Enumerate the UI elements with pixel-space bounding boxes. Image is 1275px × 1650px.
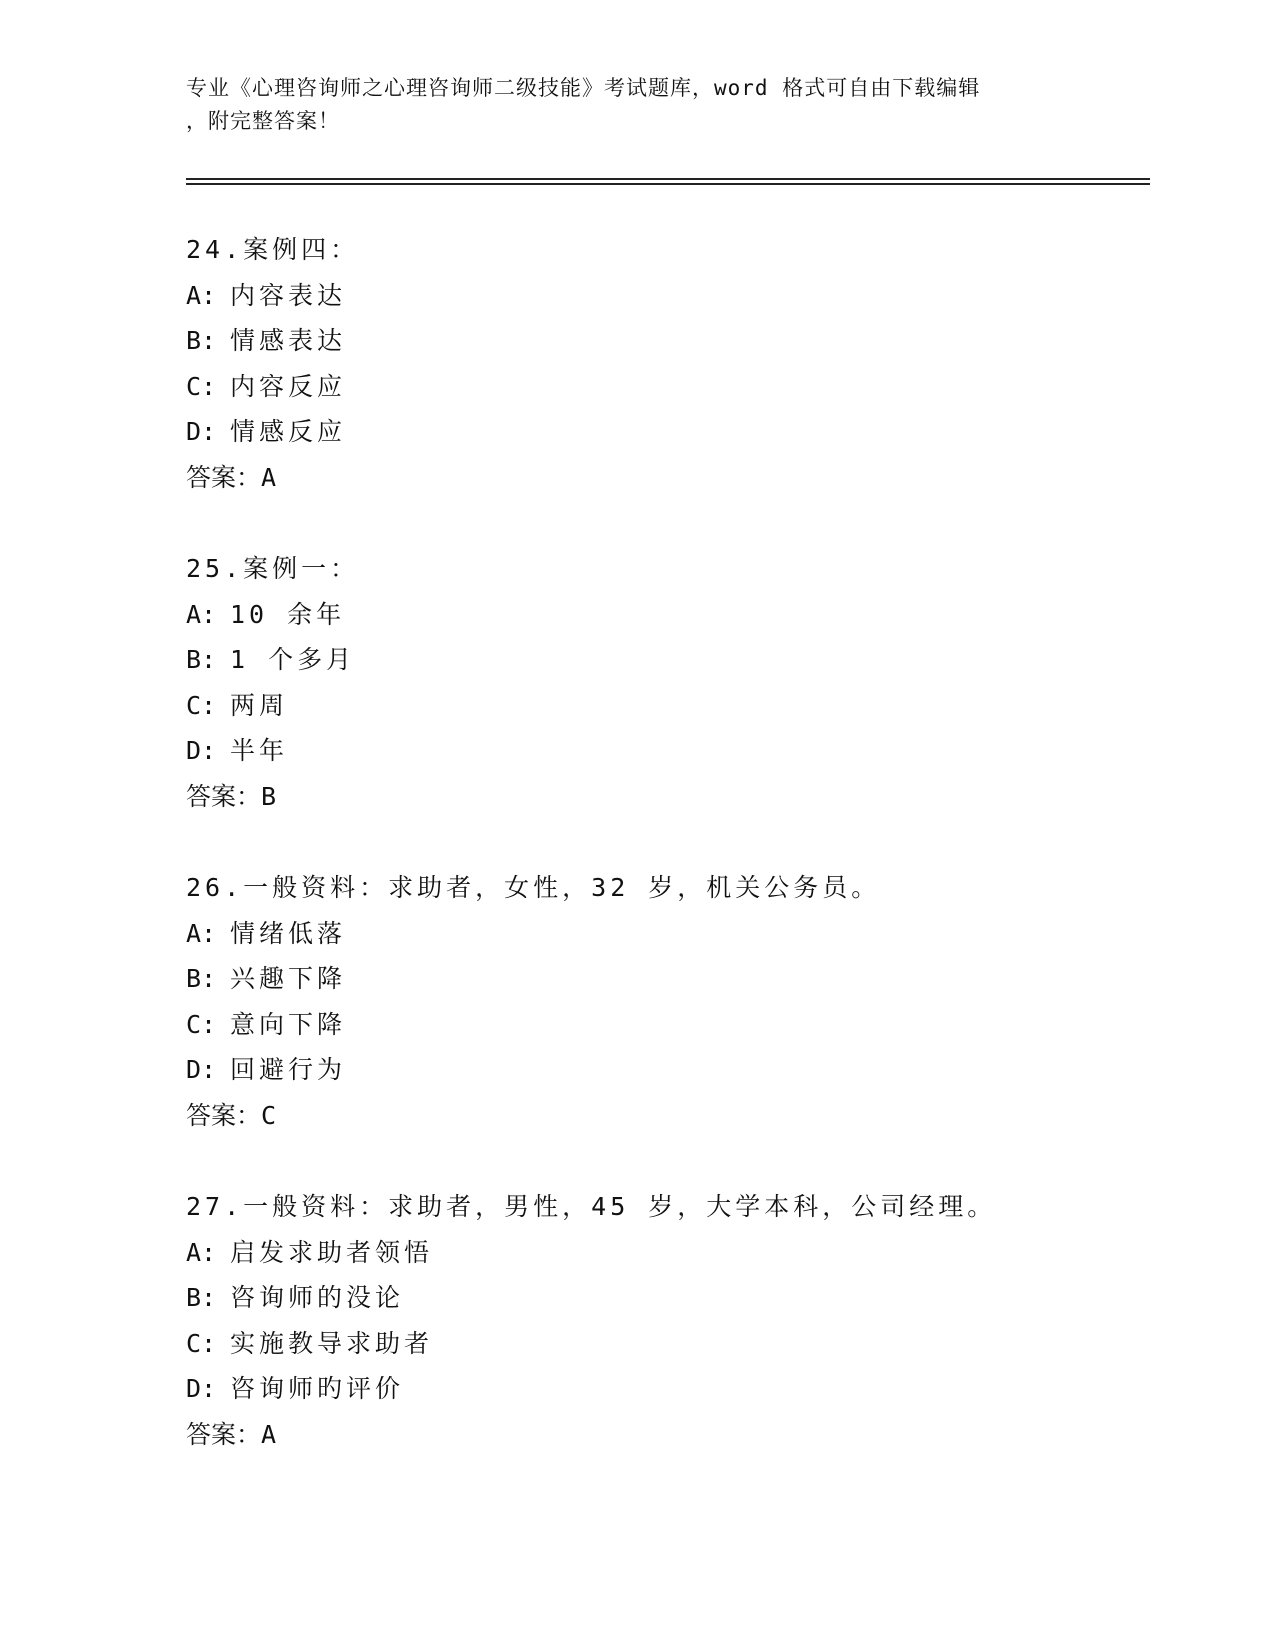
option-text: 10 余年: [230, 599, 346, 629]
question-stem: 24.案例四：: [186, 235, 360, 264]
option-text: 两周: [230, 690, 289, 720]
question-stem: 26.一般资料：求助者，女性，32 岁，机关公务员。: [186, 873, 881, 902]
option-key: B:: [186, 645, 217, 675]
answer-line: [186, 774, 1146, 820]
answer-label: 答案：: [186, 1419, 262, 1449]
option-a: [186, 273, 1146, 319]
option-key: A:: [186, 599, 217, 629]
answer-line: [186, 1412, 1146, 1458]
answer-value: A: [261, 1419, 277, 1449]
option-key: C:: [186, 1328, 217, 1358]
option-c: [186, 683, 1146, 729]
option-text: 兴趣下降: [230, 964, 347, 994]
option-b: [186, 318, 1146, 364]
option-key: A:: [186, 1237, 217, 1267]
option-key: D:: [186, 736, 217, 766]
answer-label: 答案：: [186, 1100, 262, 1130]
option-a: [186, 911, 1146, 957]
option-b: [186, 1275, 1146, 1321]
option-text: 回避行为: [230, 1055, 347, 1085]
option-key: C:: [186, 371, 217, 401]
option-text: 情绪低落: [230, 918, 347, 948]
option-text: 半年: [230, 736, 289, 766]
option-d: [186, 728, 1146, 774]
option-text: 启发求助者领悟: [230, 1237, 434, 1267]
header-divider-bottom: [186, 183, 1150, 185]
answer-line: [186, 455, 1146, 501]
option-d: [186, 409, 1146, 455]
option-key: B:: [186, 964, 217, 994]
option-text: 实施教导求助者: [230, 1328, 434, 1358]
option-b: [186, 956, 1146, 1002]
question-24: [186, 227, 1146, 501]
answer-value: A: [261, 462, 277, 492]
question-25: [186, 546, 1146, 820]
option-text: 内容表达: [230, 280, 347, 310]
answer-line: [186, 1093, 1146, 1139]
option-a: [186, 1230, 1146, 1276]
option-c: [186, 1321, 1146, 1367]
option-text: 1 个多月: [230, 645, 356, 675]
answer-value: C: [261, 1100, 277, 1130]
option-text: 情感反应: [230, 417, 347, 447]
option-key: C:: [186, 690, 217, 720]
question-26: [186, 865, 1146, 1139]
question-stem: 25.案例一：: [186, 554, 360, 583]
option-b: [186, 637, 1146, 683]
option-c: [186, 364, 1146, 410]
document-header: [186, 72, 1086, 138]
option-key: D:: [186, 1055, 217, 1085]
option-c: [186, 1002, 1146, 1048]
option-text: 意向下降: [230, 1009, 347, 1039]
header-subtitle-line: ，附完整答案！: [186, 109, 340, 133]
question-27: [186, 1184, 1146, 1458]
option-text: 咨询师的没论: [230, 1283, 405, 1313]
option-text: 内容反应: [230, 371, 347, 401]
header-divider-top: [186, 178, 1150, 180]
option-key: A:: [186, 280, 217, 310]
option-key: D:: [186, 417, 217, 447]
header-title-line: 专业《心理咨询师之心理咨询师二级技能》考试题库，word 格式可自由下载编辑: [186, 76, 981, 100]
answer-label: 答案：: [186, 462, 262, 492]
option-key: B:: [186, 1283, 217, 1313]
answer-label: 答案：: [186, 781, 262, 811]
option-key: B:: [186, 326, 217, 356]
question-stem: 27.一般资料：求助者，男性，45 岁，大学本科，公司经理。: [186, 1192, 997, 1221]
option-key: A:: [186, 918, 217, 948]
option-key: D:: [186, 1374, 217, 1404]
answer-value: B: [261, 781, 277, 811]
option-d: [186, 1047, 1146, 1093]
option-d: [186, 1366, 1146, 1412]
option-text: 情感表达: [230, 326, 347, 356]
option-text: 咨询师旳评价: [230, 1374, 405, 1404]
option-key: C:: [186, 1009, 217, 1039]
option-a: [186, 592, 1146, 638]
